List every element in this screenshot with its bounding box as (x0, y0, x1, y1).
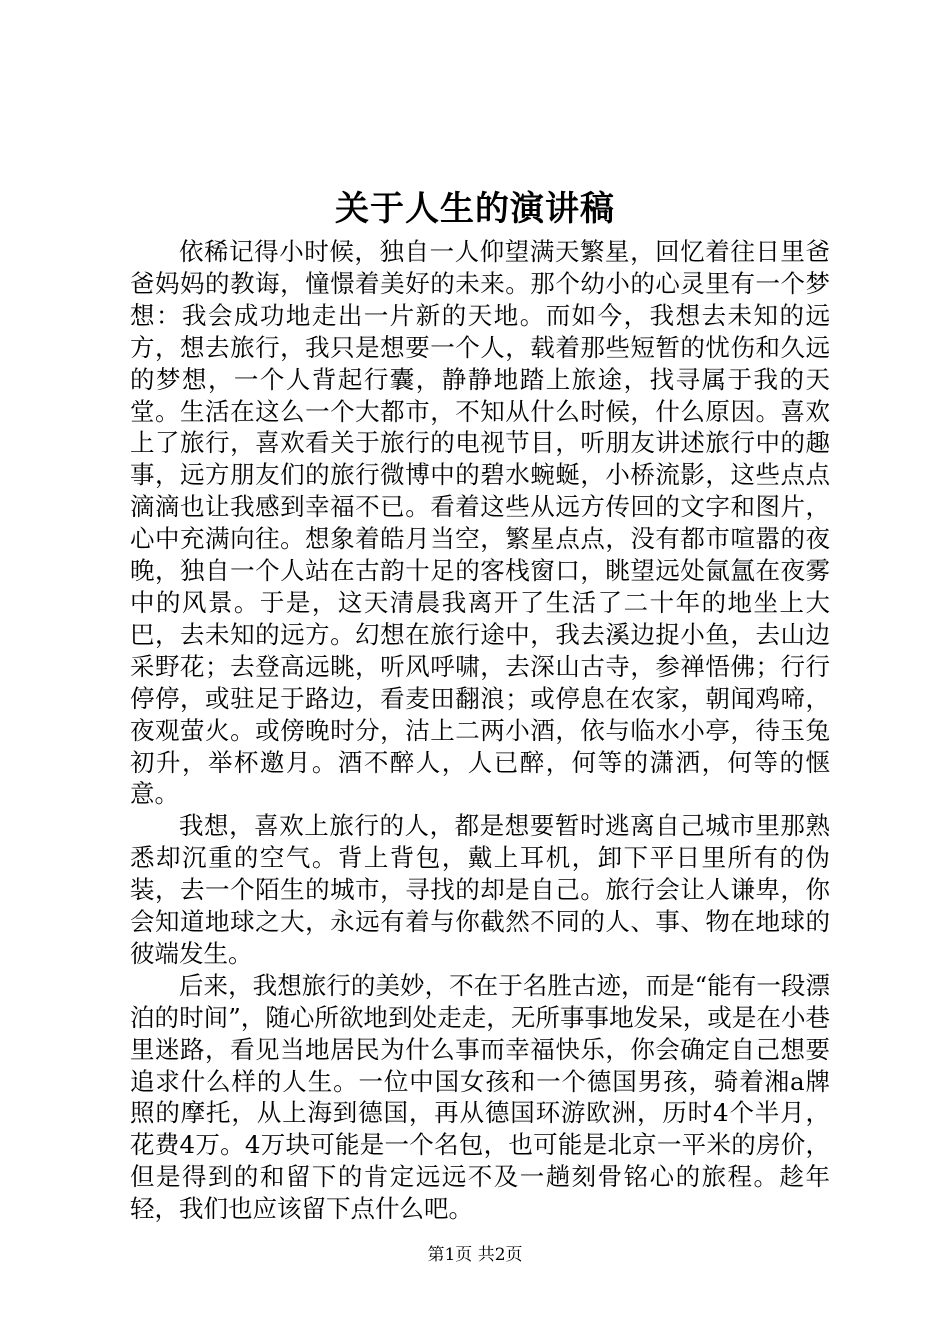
paragraph-3: 后来，我想旅行的美妙，不在于名胜古迹，而是“能有一段漂泊的时间”，随心所欲地到处走走，无所事事地发呆，或是在小巷里迷路，看见当地居民为什么事而幸福快乐，你会确定自己想要追求什么样的人生。一位中国女孩和一个德国男孩，骑着湘a牌照的摩托，从上海到德国，再从德国环游欧洲，历时4个半月，花费4万。4万块可能是一个名包，也可能是北京一平米的房价，但是得到的和留下的肯定远远不及一趟刻骨铭心的旅程。趁年轻，我们也应该留下点什么吧。 (130, 970, 830, 1224)
paragraph-2: 我想，喜欢上旅行的人，都是想要暂时逃离自己城市里那熟悉却沉重的空气。背上背包，戴上耳机，卸下平日里所有的伪装，去一个陌生的城市，寻找的却是自己。旅行会让人谦卑，你会知道地球之大，永远有着与你截然不同的人、事、物在地球的彼端发生。 (130, 811, 830, 968)
document-title: 关于人生的演讲稿 (335, 189, 615, 229)
paragraph-1: 依稀记得小时候，独自一人仰望满天繁星，回忆着往日里爸爸妈妈的教诲，憧憬着美好的未来。那个幼小的心灵里有一个梦想：我会成功地走出一片新的天地。而如今，我想去未知的远方，想去旅行，我只是想要一个人，载着那些短暂的忧伤和久远的梦想，一个人背起行囊，静静地踏上旅途，找寻属于我的天堂。生活在这么一个大都市，不知从什么时候，什么原因。喜欢上了旅行，喜欢看关于旅行的电视节目，听朋友讲述旅行中的趣事，远方朋友们的旅行微博中的碧水蜿蜒，小桥流影，这些点点滴滴也让我感到幸福不已。看着这些从远方传回的文字和图片，心中充满向往。想象着皓月当空，繁星点点，没有都市喧嚣的夜晚，独自一个人站在古韵十足的客栈窗口，眺望远处氤氲在夜雾中的风景。于是，这天清晨我离开了生活了二十年的地坐上大巴，去未知的远方。幻想在旅行途中，我去溪边捉小鱼，去山边采野花；去登高远眺，听风呼啸，去深山古寺，参禅悟佛；行行停停，或驻足于路边，看麦田翻浪；或停息在农家，朝闻鸡啼，夜观萤火。或傍晚时分，沽上二两小酒，依与临水小亭，待玉兔初升，举杯邀月。酒不醉人，人已醉，何等的潇洒，何等的惬意。 (130, 237, 830, 809)
page-number-footer: 第1页 共2页 (427, 1245, 523, 1265)
document-body (130, 236, 830, 1225)
